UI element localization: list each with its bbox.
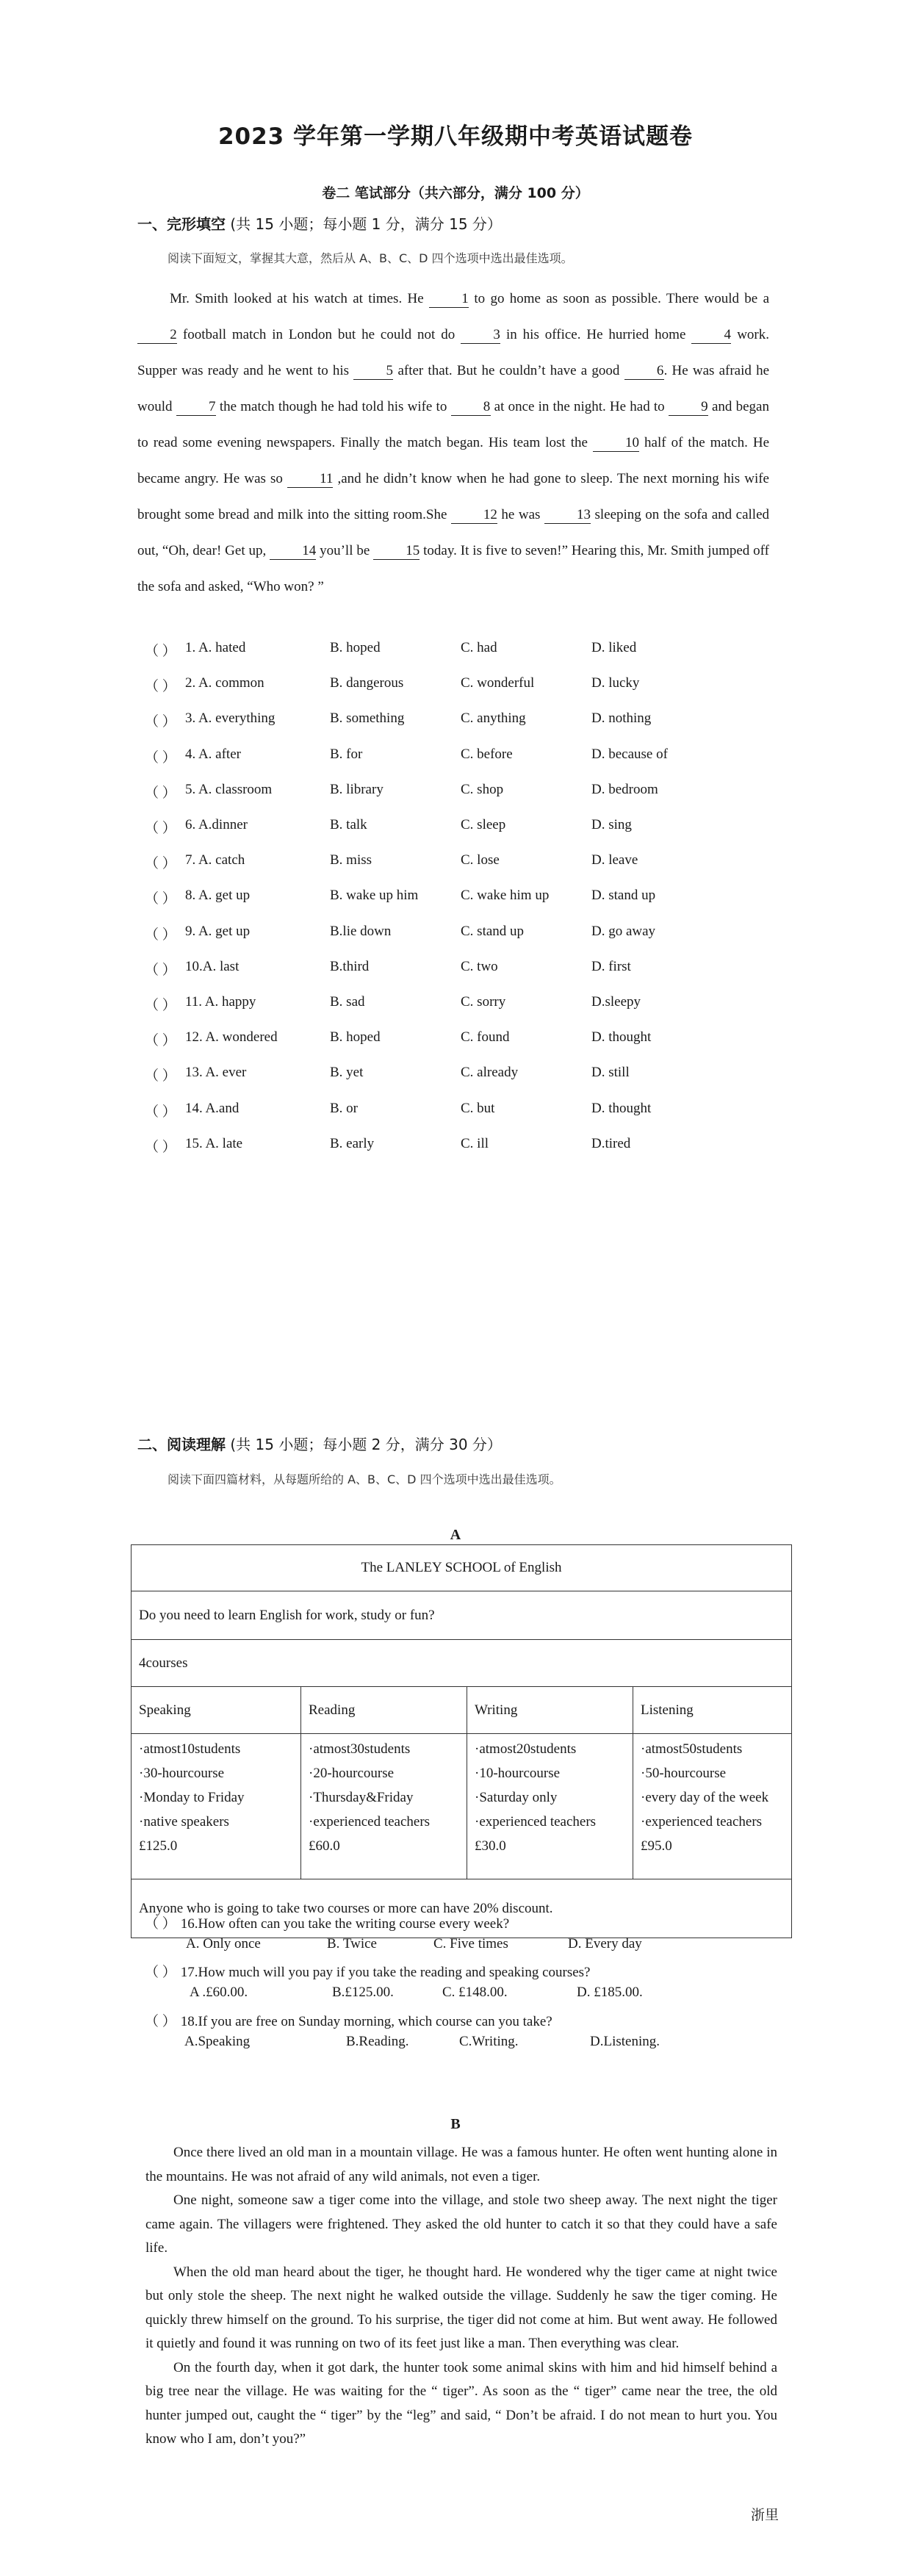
cloze-text: Mr. Smith looked at his watch at times. He: [170, 291, 430, 306]
cloze-heading: [137, 212, 502, 234]
cloze-text: in his office. He hurried home: [500, 327, 692, 342]
option-d: D. bedroom: [591, 782, 658, 797]
course-details: [301, 1734, 467, 1879]
story-b: [145, 2141, 777, 2452]
option-c: C. sorry: [461, 994, 506, 1010]
reading-option: B.£125.00.: [332, 1985, 394, 2000]
option-b: B. for: [330, 746, 363, 762]
answer-bracket: （ ）: [145, 1033, 176, 1048]
option-d: D. thought: [591, 1101, 652, 1116]
course-table-title: The LANLEY SCHOOL of English: [132, 1545, 792, 1591]
cloze-text: half of the match. He became angry. He was so: [137, 435, 770, 486]
answer-bracket: （ ）: [145, 644, 176, 659]
option-c: C. two: [461, 959, 498, 974]
course-table-question: Do you need to learn English for work, study or fun?: [132, 1591, 792, 1640]
option-b: B. hoped: [330, 640, 381, 655]
course-details: [467, 1734, 633, 1879]
story-paragraph: When the old man heard about the tiger, he thought hard. He wondered why the tiger came at night twice but only stole the sheep. The next night he walked outside the village. Suddenly he saw the tiger coming. He quickly threw himself on the ground. To his surprise, the tiger did not come at him. But went away. He followed it quietly and found it was running on two of its feet just like a man. Then everything was clear.: [145, 2264, 777, 2351]
reading-option: C. £148.00.: [442, 1985, 508, 2000]
course-detail: ·experienced teachers: [475, 1814, 597, 1830]
course-detail: ·50-hourcourse: [641, 1766, 727, 1781]
option-a: 11. A. happy: [185, 994, 256, 1010]
option-a: 3. A. everything: [185, 710, 276, 726]
cloze-paragraph: [137, 281, 769, 605]
reading-heading: [137, 1433, 502, 1454]
reading-instruction: 阅读下面四篇材料，从每题所给的 A、B、C、D 四个选项中选出最佳选项。: [168, 1472, 561, 1486]
course-detail: ·atmost50students: [641, 1741, 743, 1757]
option-c: C. sleep: [461, 817, 506, 832]
answer-bracket: （ ）: [145, 679, 176, 694]
answer-bracket: （ ）: [145, 927, 176, 943]
cloze-blank: 2: [137, 327, 177, 344]
answer-bracket: （ ）: [145, 714, 176, 730]
option-c: C. before: [461, 746, 513, 762]
story-paragraph: Once there lived an old man in a mountain village. He was a famous hunter. He often went hunting alone in the mountains. He was not afraid of any wild animals, not even a tiger.: [145, 2145, 777, 2184]
answer-bracket: （ ）: [145, 1140, 176, 1155]
course-detail: ·20-hourcourse: [309, 1766, 395, 1781]
option-b: B. sad: [330, 994, 365, 1010]
story-paragraph: One night, someone saw a tiger come into the village, and stole two sheep away. The next night the tiger came again. The villagers were frightened. They asked the old hunter to catch it so that they could have a safe life.: [145, 2192, 777, 2256]
option-c: C. lose: [461, 852, 500, 868]
course-price: £60.0: [309, 1838, 340, 1854]
option-a: 5. A. classroom: [185, 782, 273, 797]
option-b: B. talk: [330, 817, 367, 832]
course-discount: Anyone who is going to take two courses or more can have 20% discount.: [132, 1879, 792, 1938]
option-b: B. library: [330, 782, 384, 797]
option-a: 8. A. get up: [185, 888, 251, 903]
course-detail: ·atmost30students: [309, 1741, 411, 1757]
answer-bracket: （ ）: [145, 856, 176, 871]
option-a: 2. A. common: [185, 675, 264, 691]
option-c: C. stand up: [461, 924, 525, 939]
course-table: [131, 1544, 792, 1938]
cloze-text: sleeping on the sofa and called out, “Oh, dear! Get up,: [137, 507, 770, 558]
exam-title: 2023 学年第一学期八年级期中考英语试题卷: [217, 123, 694, 150]
option-c: C. found: [461, 1029, 510, 1045]
reading-option: D. £185.00.: [577, 1985, 643, 2000]
reading-option: D.Listening.: [590, 2034, 660, 2049]
option-d: D.sleepy: [591, 994, 641, 1010]
course-table-count: 4courses: [132, 1640, 792, 1687]
option-c: C. had: [461, 640, 497, 655]
option-c: C. ill: [461, 1136, 489, 1151]
cloze-blank: 4: [691, 327, 731, 344]
cloze-instruction: 阅读下面短文，掌握其大意，然后从 A、B、C、D 四个选项中选出最佳选项。: [168, 251, 573, 265]
cloze-blank: 6: [624, 363, 664, 380]
course-detail: ·10-hourcourse: [475, 1766, 561, 1781]
question-text: 16.How often can you take the writing course every week?: [180, 1916, 510, 1932]
option-b: B. or: [330, 1101, 358, 1116]
option-d: D. leave: [591, 852, 638, 868]
reading-option: C. Five times: [433, 1936, 508, 1951]
answer-bracket: （ ）: [145, 1104, 176, 1120]
option-c: C. wonderful: [461, 675, 535, 691]
answer-bracket: （ ）: [145, 1916, 176, 1932]
course-detail: ·Saturday only: [475, 1790, 558, 1805]
course-detail: ·every day of the week: [641, 1790, 769, 1805]
question-text: 17.How much will you pay if you take the reading and speaking courses?: [180, 1965, 591, 1980]
cloze-blank: 14: [270, 543, 316, 560]
exam-subtitle: 卷二 笔试部分（共六部分，满分 100 分）: [322, 185, 589, 201]
course-detail: ·Thursday&Friday: [309, 1790, 414, 1805]
reading-heading-note: (共 15 小题；每小题 2 分，满分 30 分）: [230, 1436, 502, 1453]
question-text: 18.If you are free on Sunday morning, which course can you take?: [180, 2014, 552, 2029]
reading-heading-title: 二、阅读理解: [137, 1436, 226, 1453]
option-b: B. early: [330, 1136, 375, 1151]
cloze-text: work. Supper was ready and he went to his: [137, 327, 769, 378]
answer-bracket: （ ）: [145, 963, 176, 978]
table-row: [132, 1545, 792, 1591]
option-b: B. dangerous: [330, 675, 404, 691]
option-a: 7. A. catch: [185, 852, 245, 868]
option-a: 12. A. wondered: [185, 1029, 278, 1045]
cloze-text: at once in the night. He had to: [490, 399, 669, 414]
option-b: B.lie down: [330, 924, 392, 939]
answer-bracket: （ ）: [145, 821, 176, 836]
course-detail: ·experienced teachers: [309, 1814, 431, 1830]
course-name: Listening: [633, 1687, 792, 1734]
option-a: 10.A. last: [185, 959, 240, 974]
cloze-blank: 10: [593, 435, 639, 452]
section-a-label: A: [450, 1527, 461, 1543]
course-price: £95.0: [641, 1838, 672, 1854]
page-footer: 浙里: [751, 2507, 779, 2523]
answer-bracket: （ ）: [145, 891, 176, 907]
option-d: D. sing: [591, 817, 632, 832]
table-row: [132, 1591, 792, 1640]
section-b-label: B: [450, 2116, 461, 2132]
reading-option: A .£60.00.: [190, 1985, 248, 2000]
option-c: C. shop: [461, 782, 504, 797]
cloze-blank: 9: [669, 399, 708, 416]
table-row: [132, 1687, 792, 1734]
reading-question-stem: [145, 1961, 590, 1981]
option-a: 15. A. late: [185, 1136, 243, 1151]
option-a: 14. A.and: [185, 1101, 240, 1116]
option-d: D. lucky: [591, 675, 640, 691]
course-detail: ·experienced teachers: [641, 1814, 763, 1830]
option-a: 9. A. get up: [185, 924, 251, 939]
cloze-text: the match though he had told his wife to: [215, 399, 451, 414]
course-detail: ·atmost20students: [475, 1741, 577, 1757]
course-detail: ·Monday to Friday: [139, 1790, 245, 1805]
story-paragraph: On the fourth day, when it got dark, the hunter took some animal skins with him and hid himself behind a big tree near the village. He was waiting for the “ tiger”. As soon as the “ tiger” came near the tree, the old hunter jumped out, caught the “ tiger” by the “leg” and said, “ Don’t be afraid. I do not mean to hurt you. You know who I am, don’t you?”: [145, 2359, 777, 2447]
cloze-blank: 12: [451, 507, 497, 524]
reading-option: A. Only once: [186, 1936, 261, 1951]
reading-question-stem: [145, 2010, 552, 2030]
course-detail: ·30-hourcourse: [139, 1766, 225, 1781]
option-c: C. anything: [461, 710, 526, 726]
option-b: B. hoped: [330, 1029, 381, 1045]
course-detail: ·atmost10students: [139, 1741, 241, 1757]
cloze-heading-title: 一、完形填空: [137, 215, 226, 233]
cloze-text: football match in London but he could not do: [177, 327, 461, 342]
cloze-text: you’ll be: [316, 543, 374, 558]
reading-option: A.Speaking: [184, 2034, 251, 2049]
option-d: D. nothing: [591, 710, 652, 726]
cloze-blank: 8: [451, 399, 491, 416]
cloze-text: today. It is five to seven!” Hearing this, Mr. Smith jumped off the sofa and asked, “Who won? ”: [137, 543, 769, 594]
option-d: D. liked: [591, 640, 637, 655]
course-name: Speaking: [132, 1687, 301, 1734]
option-d: D. thought: [591, 1029, 652, 1045]
answer-bracket: （ ）: [145, 1965, 176, 1980]
course-name: Reading: [301, 1687, 467, 1734]
option-c: C. but: [461, 1101, 495, 1116]
reading-option: B. Twice: [327, 1936, 377, 1951]
cloze-text: he was: [497, 507, 544, 522]
option-d: D. first: [591, 959, 631, 974]
option-a: 6. A.dinner: [185, 817, 248, 832]
cloze-blank: 13: [544, 507, 591, 524]
option-d: D. go away: [591, 924, 656, 939]
course-price: £125.0: [139, 1838, 178, 1854]
cloze-text: after that. But he couldn’t have a good: [393, 363, 624, 378]
course-price: £30.0: [475, 1838, 506, 1854]
course-name: Writing: [467, 1687, 633, 1734]
option-c: C. already: [461, 1065, 519, 1080]
option-d: D. because of: [591, 746, 668, 762]
answer-bracket: （ ）: [145, 998, 176, 1013]
option-b: B. wake up him: [330, 888, 419, 903]
cloze-blank: 3: [461, 327, 500, 344]
answer-bracket: （ ）: [145, 750, 176, 766]
option-c: C. wake him up: [461, 888, 550, 903]
option-b: B.third: [330, 959, 370, 974]
answer-bracket: （ ）: [145, 2014, 176, 2029]
option-b: B. miss: [330, 852, 372, 868]
option-d: D.tired: [591, 1136, 631, 1151]
cloze-blank: 1: [429, 291, 469, 308]
cloze-text: . He was afraid he would: [137, 363, 769, 414]
option-d: D. still: [591, 1065, 630, 1080]
cloze-blank: 11: [287, 471, 333, 488]
cloze-text: to go home as soon as possible. There would be a: [469, 291, 769, 306]
course-detail: ·native speakers: [139, 1814, 229, 1830]
option-b: B. something: [330, 710, 405, 726]
reading-option: C.Writing.: [459, 2034, 519, 2049]
reading-question-stem: [145, 1913, 509, 1932]
option-a: 13. A. ever: [185, 1065, 247, 1080]
table-row: [132, 1734, 792, 1879]
course-details: [633, 1734, 792, 1879]
table-row: [132, 1640, 792, 1687]
cloze-blank: 5: [353, 363, 393, 380]
cloze-heading-note: (共 15 小题；每小题 1 分，满分 15 分）: [230, 215, 502, 233]
cloze-text: ,and he didn’t know when he had gone to sleep. The next morning his wife brought some bread and milk into the sitting room.She: [137, 471, 769, 522]
cloze-passage: [137, 281, 769, 605]
reading-option: D. Every day: [568, 1936, 642, 1951]
option-d: D. stand up: [591, 888, 656, 903]
cloze-blank: 15: [373, 543, 420, 560]
option-a: 4. A. after: [185, 746, 241, 762]
reading-option: B.Reading.: [346, 2034, 409, 2049]
cloze-text: and began to read some evening newspapers. Finally the match began. His team lost the: [137, 399, 769, 450]
answer-bracket: （ ）: [145, 785, 176, 801]
option-b: B. yet: [330, 1065, 364, 1080]
cloze-blank: 7: [176, 399, 216, 416]
answer-bracket: （ ）: [145, 1068, 176, 1084]
option-a: 1. A. hated: [185, 640, 246, 655]
course-details: [132, 1734, 301, 1879]
